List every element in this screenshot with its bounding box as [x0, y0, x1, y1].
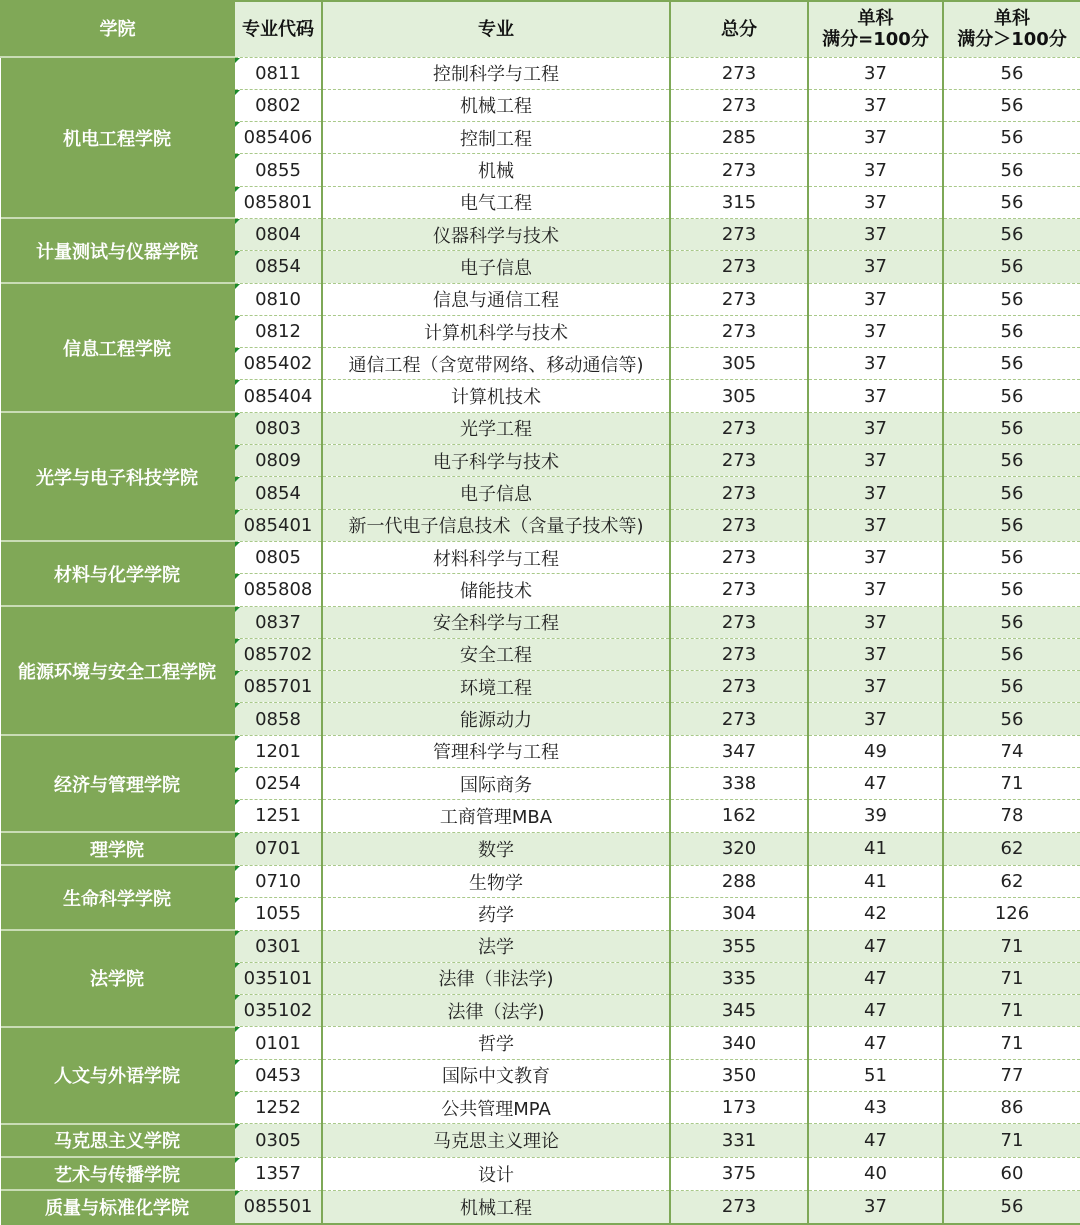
single-gt100-cell: 56 [943, 251, 1080, 283]
total-score-cell: 273 [670, 315, 808, 347]
header-code: 专业代码 [234, 1, 322, 57]
college-cell: 信息工程学院 [1, 283, 234, 412]
single-100-cell: 37 [808, 154, 943, 186]
code-cell: 035101 [234, 962, 322, 994]
code-cell: 0854 [234, 251, 322, 283]
code-cell: 085701 [234, 671, 322, 703]
single-gt100-cell: 74 [943, 735, 1080, 767]
table-row [1, 865, 1080, 897]
code-cell: 085702 [234, 638, 322, 670]
single-gt100-cell: 56 [943, 412, 1080, 444]
table-row [1, 930, 1080, 962]
major-cell: 法律（非法学) [322, 962, 670, 994]
major-cell: 光学工程 [322, 412, 670, 444]
single-100-cell: 47 [808, 768, 943, 800]
code-cell: 0855 [234, 154, 322, 186]
single-100-cell: 37 [808, 412, 943, 444]
single-100-cell: 37 [808, 606, 943, 638]
total-score-cell: 331 [670, 1124, 808, 1157]
code-cell: 0837 [234, 606, 322, 638]
header-college: 学院 [1, 1, 234, 57]
total-score-cell: 345 [670, 995, 808, 1027]
total-score-cell: 340 [670, 1027, 808, 1059]
code-cell: 0805 [234, 541, 322, 573]
total-score-cell: 273 [670, 412, 808, 444]
single-100-cell: 37 [808, 218, 943, 250]
single-gt100-cell: 126 [943, 898, 1080, 930]
single-gt100-cell: 56 [943, 509, 1080, 541]
major-cell: 电气工程 [322, 186, 670, 218]
major-cell: 公共管理MPA [322, 1092, 670, 1124]
major-cell: 材料科学与工程 [322, 541, 670, 573]
single-gt100-cell: 56 [943, 154, 1080, 186]
single-100-cell: 43 [808, 1092, 943, 1124]
code-cell: 1252 [234, 1092, 322, 1124]
single-gt100-cell: 56 [943, 1190, 1080, 1223]
total-score-cell: 273 [670, 283, 808, 315]
table-row [1, 1124, 1080, 1157]
major-cell: 电子信息 [322, 251, 670, 283]
total-score-cell: 273 [670, 1190, 808, 1223]
major-cell: 国际商务 [322, 768, 670, 800]
single-gt100-cell: 71 [943, 1027, 1080, 1059]
total-score-cell: 347 [670, 735, 808, 767]
table-row [1, 735, 1080, 767]
single-gt100-cell: 78 [943, 800, 1080, 832]
table-row [1, 541, 1080, 573]
total-score-cell: 350 [670, 1059, 808, 1091]
table-row [1, 1027, 1080, 1059]
college-cell: 材料与化学学院 [1, 541, 234, 606]
code-cell: 1357 [234, 1157, 322, 1190]
single-gt100-cell: 71 [943, 995, 1080, 1027]
code-cell: 085406 [234, 122, 322, 154]
major-cell: 电子信息 [322, 477, 670, 509]
header-major: 专业 [322, 1, 670, 57]
major-cell: 安全工程 [322, 638, 670, 670]
college-cell: 法学院 [1, 930, 234, 1027]
table-row [1, 57, 1080, 89]
table-row [1, 218, 1080, 250]
total-score-cell: 273 [670, 251, 808, 283]
code-cell: 085401 [234, 509, 322, 541]
header-single-100-line2: 满分=100分 [822, 29, 929, 51]
total-score-cell: 285 [670, 122, 808, 154]
single-100-cell: 37 [808, 380, 943, 412]
total-score-cell: 355 [670, 930, 808, 962]
total-score-cell: 273 [670, 477, 808, 509]
code-cell: 0812 [234, 315, 322, 347]
single-gt100-cell: 56 [943, 445, 1080, 477]
header-single-gt100 [943, 1, 1080, 57]
major-cell: 法学 [322, 930, 670, 962]
single-gt100-cell: 71 [943, 930, 1080, 962]
college-cell: 能源环境与安全工程学院 [1, 606, 234, 735]
code-cell: 085801 [234, 186, 322, 218]
major-cell: 国际中文教育 [322, 1059, 670, 1091]
major-cell: 控制工程 [322, 122, 670, 154]
code-cell: 085402 [234, 348, 322, 380]
table-row [1, 606, 1080, 638]
total-score-cell: 273 [670, 703, 808, 735]
header-single-gt100-line2: 满分＞100分 [957, 29, 1067, 51]
single-100-cell: 37 [808, 186, 943, 218]
table-row [1, 832, 1080, 865]
single-gt100-cell: 56 [943, 703, 1080, 735]
single-gt100-cell: 71 [943, 1124, 1080, 1157]
table-row [1, 1157, 1080, 1190]
single-gt100-cell: 56 [943, 671, 1080, 703]
single-100-cell: 37 [808, 57, 943, 89]
total-score-cell: 304 [670, 898, 808, 930]
single-100-cell: 37 [808, 541, 943, 573]
major-cell: 控制科学与工程 [322, 57, 670, 89]
single-100-cell: 47 [808, 995, 943, 1027]
major-cell: 信息与通信工程 [322, 283, 670, 315]
total-score-cell: 320 [670, 832, 808, 865]
single-gt100-cell: 56 [943, 57, 1080, 89]
code-cell: 085808 [234, 574, 322, 606]
code-cell: 0858 [234, 703, 322, 735]
code-cell: 0254 [234, 768, 322, 800]
college-cell: 生命科学学院 [1, 865, 234, 930]
major-cell: 能源动力 [322, 703, 670, 735]
single-100-cell: 37 [808, 89, 943, 121]
single-100-cell: 47 [808, 1124, 943, 1157]
table-row [1, 283, 1080, 315]
single-gt100-cell: 56 [943, 638, 1080, 670]
single-100-cell: 42 [808, 898, 943, 930]
total-score-cell: 305 [670, 348, 808, 380]
major-cell: 法律（法学) [322, 995, 670, 1027]
single-gt100-cell: 71 [943, 962, 1080, 994]
code-cell: 0453 [234, 1059, 322, 1091]
single-gt100-cell: 56 [943, 541, 1080, 573]
college-cell: 理学院 [1, 832, 234, 865]
single-gt100-cell: 56 [943, 348, 1080, 380]
single-gt100-cell: 56 [943, 218, 1080, 250]
single-gt100-cell: 56 [943, 574, 1080, 606]
table-body [1, 57, 1080, 1224]
major-cell: 工商管理MBA [322, 800, 670, 832]
total-score-cell: 375 [670, 1157, 808, 1190]
code-cell: 1251 [234, 800, 322, 832]
college-cell: 人文与外语学院 [1, 1027, 234, 1124]
total-score-cell: 273 [670, 671, 808, 703]
total-score-cell: 273 [670, 574, 808, 606]
major-cell: 通信工程（含宽带网络、移动通信等) [322, 348, 670, 380]
single-100-cell: 47 [808, 1027, 943, 1059]
total-score-cell: 273 [670, 57, 808, 89]
single-100-cell: 37 [808, 671, 943, 703]
total-score-cell: 273 [670, 218, 808, 250]
college-cell: 经济与管理学院 [1, 735, 234, 832]
single-100-cell: 41 [808, 865, 943, 897]
single-100-cell: 37 [808, 445, 943, 477]
total-score-cell: 338 [670, 768, 808, 800]
single-gt100-cell: 56 [943, 89, 1080, 121]
single-100-cell: 39 [808, 800, 943, 832]
college-cell: 质量与标准化学院 [1, 1190, 234, 1223]
header-row [1, 1, 1080, 57]
code-cell: 0301 [234, 930, 322, 962]
code-cell: 0802 [234, 89, 322, 121]
single-gt100-cell: 77 [943, 1059, 1080, 1091]
total-score-cell: 273 [670, 638, 808, 670]
total-score-cell: 162 [670, 800, 808, 832]
college-cell: 机电工程学院 [1, 57, 234, 218]
major-cell: 计算机科学与技术 [322, 315, 670, 347]
major-cell: 环境工程 [322, 671, 670, 703]
single-100-cell: 47 [808, 962, 943, 994]
header-single-100 [808, 1, 943, 57]
code-cell: 0854 [234, 477, 322, 509]
single-100-cell: 37 [808, 703, 943, 735]
single-100-cell: 40 [808, 1157, 943, 1190]
table-row [1, 412, 1080, 444]
total-score-cell: 273 [670, 154, 808, 186]
code-cell: 0710 [234, 865, 322, 897]
single-100-cell: 51 [808, 1059, 943, 1091]
single-100-cell: 37 [808, 477, 943, 509]
major-cell: 哲学 [322, 1027, 670, 1059]
code-cell: 0701 [234, 832, 322, 865]
code-cell: 0803 [234, 412, 322, 444]
single-gt100-cell: 62 [943, 865, 1080, 897]
single-100-cell: 37 [808, 348, 943, 380]
total-score-cell: 273 [670, 606, 808, 638]
major-cell: 药学 [322, 898, 670, 930]
total-score-cell: 273 [670, 509, 808, 541]
code-cell: 035102 [234, 995, 322, 1027]
single-gt100-cell: 56 [943, 186, 1080, 218]
major-cell: 仪器科学与技术 [322, 218, 670, 250]
code-cell: 0811 [234, 57, 322, 89]
code-cell: 0809 [234, 445, 322, 477]
code-cell: 085404 [234, 380, 322, 412]
header-single-100-line1: 单科 [857, 8, 894, 30]
major-cell: 机械 [322, 154, 670, 186]
code-cell: 1055 [234, 898, 322, 930]
major-cell: 设计 [322, 1157, 670, 1190]
single-gt100-cell: 56 [943, 283, 1080, 315]
major-cell: 计算机技术 [322, 380, 670, 412]
single-100-cell: 37 [808, 1190, 943, 1223]
single-gt100-cell: 56 [943, 606, 1080, 638]
single-100-cell: 49 [808, 735, 943, 767]
total-score-cell: 305 [670, 380, 808, 412]
major-cell: 管理科学与工程 [322, 735, 670, 767]
total-score-cell: 273 [670, 445, 808, 477]
major-cell: 储能技术 [322, 574, 670, 606]
single-100-cell: 47 [808, 930, 943, 962]
single-100-cell: 37 [808, 638, 943, 670]
code-cell: 1201 [234, 735, 322, 767]
single-gt100-cell: 71 [943, 768, 1080, 800]
single-100-cell: 37 [808, 251, 943, 283]
header-single-gt100-line1: 单科 [994, 8, 1030, 30]
college-cell: 艺术与传播学院 [1, 1157, 234, 1190]
code-cell: 0305 [234, 1124, 322, 1157]
code-cell: 0804 [234, 218, 322, 250]
college-cell: 光学与电子科技学院 [1, 412, 234, 541]
major-cell: 数学 [322, 832, 670, 865]
total-score-cell: 173 [670, 1092, 808, 1124]
code-cell: 085501 [234, 1190, 322, 1223]
single-100-cell: 37 [808, 574, 943, 606]
single-gt100-cell: 56 [943, 315, 1080, 347]
table-row [1, 1190, 1080, 1223]
major-cell: 机械工程 [322, 1190, 670, 1223]
single-gt100-cell: 56 [943, 380, 1080, 412]
single-100-cell: 37 [808, 509, 943, 541]
total-score-cell: 288 [670, 865, 808, 897]
total-score-cell: 315 [670, 186, 808, 218]
major-cell: 机械工程 [322, 89, 670, 121]
major-cell: 新一代电子信息技术（含量子技术等) [322, 509, 670, 541]
college-cell: 马克思主义学院 [1, 1124, 234, 1157]
total-score-cell: 273 [670, 541, 808, 573]
header-total: 总分 [670, 1, 808, 57]
total-score-cell: 273 [670, 89, 808, 121]
total-score-cell: 335 [670, 962, 808, 994]
major-cell: 电子科学与技术 [322, 445, 670, 477]
major-cell: 安全科学与工程 [322, 606, 670, 638]
single-gt100-cell: 56 [943, 477, 1080, 509]
college-cell: 计量测试与仪器学院 [1, 218, 234, 283]
single-gt100-cell: 62 [943, 832, 1080, 865]
code-cell: 0810 [234, 283, 322, 315]
code-cell: 0101 [234, 1027, 322, 1059]
single-100-cell: 37 [808, 315, 943, 347]
single-100-cell: 41 [808, 832, 943, 865]
single-gt100-cell: 86 [943, 1092, 1080, 1124]
single-100-cell: 37 [808, 283, 943, 315]
single-gt100-cell: 56 [943, 122, 1080, 154]
major-cell: 马克思主义理论 [322, 1124, 670, 1157]
single-gt100-cell: 60 [943, 1157, 1080, 1190]
major-cell: 生物学 [322, 865, 670, 897]
single-100-cell: 37 [808, 122, 943, 154]
